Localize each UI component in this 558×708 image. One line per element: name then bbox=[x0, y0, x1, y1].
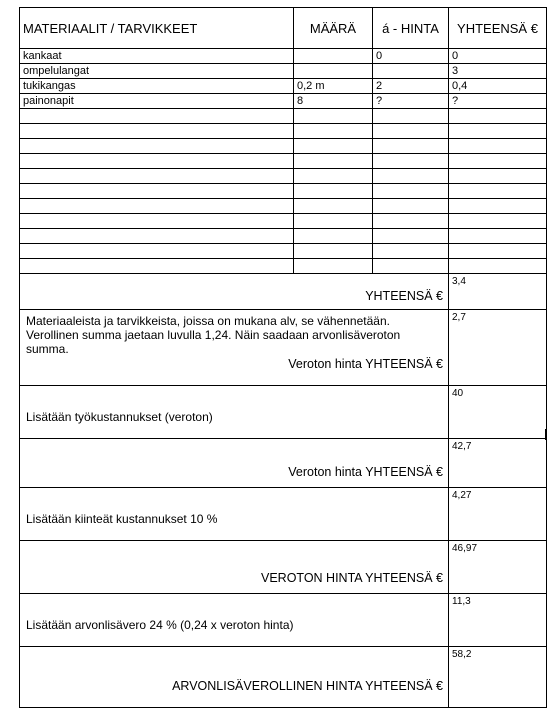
cell-total bbox=[449, 259, 547, 274]
cell-qty bbox=[294, 109, 373, 124]
materials-total-row bbox=[20, 274, 547, 310]
cell-qty bbox=[294, 169, 373, 184]
cell-name: kankaat bbox=[20, 49, 294, 64]
net-price-value-1: 2,7 bbox=[449, 310, 547, 386]
cell-total bbox=[449, 214, 547, 229]
cell-qty bbox=[294, 199, 373, 214]
labor-cost-value: 40 bbox=[449, 386, 547, 439]
cell-total bbox=[449, 154, 547, 169]
cell-price: 0 bbox=[373, 49, 449, 64]
cell-price bbox=[373, 199, 449, 214]
vat-value: 11,3 bbox=[449, 594, 547, 647]
table-row bbox=[20, 259, 547, 274]
header-materials: MATERIAALIT / TARVIKKEET bbox=[20, 8, 294, 49]
table-row bbox=[20, 199, 547, 214]
cell-name bbox=[20, 109, 294, 124]
cell-total: 0 bbox=[449, 49, 547, 64]
cell-total bbox=[449, 229, 547, 244]
vat-label: Lisätään arvonlisävero 24 % (0,24 x veroton hinta) bbox=[20, 594, 449, 647]
cell-price bbox=[373, 169, 449, 184]
cell-total: 3 bbox=[449, 64, 547, 79]
cell-qty bbox=[294, 124, 373, 139]
cell-name: painonapit bbox=[20, 94, 294, 109]
table-row bbox=[20, 244, 547, 259]
cell-qty: 0,2 m bbox=[294, 79, 373, 94]
cell-price bbox=[373, 259, 449, 274]
materials-total-value: 3,4 bbox=[449, 274, 547, 310]
materials-total-label: YHTEENSÄ € bbox=[20, 274, 449, 310]
cell-total bbox=[449, 169, 547, 184]
cell-qty: 8 bbox=[294, 94, 373, 109]
gross-price-row bbox=[20, 647, 547, 708]
cell-qty bbox=[294, 244, 373, 259]
cell-name bbox=[20, 139, 294, 154]
fixed-cost-row bbox=[20, 488, 547, 541]
net-price-row-1 bbox=[20, 310, 547, 386]
cell-price bbox=[373, 154, 449, 169]
edge-mark bbox=[545, 429, 547, 440]
gross-price-label: ARVONLISÄVEROLLINEN HINTA YHTEENSÄ € bbox=[20, 647, 449, 708]
cell-total bbox=[449, 109, 547, 124]
cell-qty bbox=[294, 154, 373, 169]
cell-price: ? bbox=[373, 94, 449, 109]
table-row bbox=[20, 124, 547, 139]
net-price-label-2: Veroton hinta YHTEENSÄ € bbox=[20, 439, 449, 488]
cell-price bbox=[373, 139, 449, 154]
cell-total bbox=[449, 199, 547, 214]
cell-price bbox=[373, 64, 449, 79]
cell-qty bbox=[294, 259, 373, 274]
table-row bbox=[20, 184, 547, 199]
cell-name bbox=[20, 244, 294, 259]
cell-qty bbox=[294, 49, 373, 64]
cell-name: tukikangas bbox=[20, 79, 294, 94]
cell-price: 2 bbox=[373, 79, 449, 94]
net-price-row-3 bbox=[20, 541, 547, 594]
cell-price bbox=[373, 229, 449, 244]
vat-row bbox=[20, 594, 547, 647]
header-row bbox=[20, 8, 547, 49]
cost-calculation-sheet bbox=[19, 7, 546, 708]
cell-total bbox=[449, 139, 547, 154]
cell-qty bbox=[294, 64, 373, 79]
labor-cost-row bbox=[20, 386, 547, 439]
cell-name bbox=[20, 229, 294, 244]
header-unit-price: á - HINTA bbox=[373, 8, 449, 49]
cell-price bbox=[373, 214, 449, 229]
cell-total: 0,4 bbox=[449, 79, 547, 94]
cell-total bbox=[449, 244, 547, 259]
table-row bbox=[20, 229, 547, 244]
cell-price bbox=[373, 124, 449, 139]
fixed-cost-label: Lisätään kiinteät kustannukset 10 % bbox=[20, 488, 449, 541]
cell-name bbox=[20, 169, 294, 184]
cell-price bbox=[373, 244, 449, 259]
net-price-label-3: VEROTON HINTA YHTEENSÄ € bbox=[20, 541, 449, 594]
cell-name bbox=[20, 124, 294, 139]
table-row bbox=[20, 94, 547, 109]
table-row bbox=[20, 64, 547, 79]
table-row bbox=[20, 154, 547, 169]
vat-deduction-note: Materiaaleista ja tarvikkeista, joissa on mukana alv, se vähennetään. Verollinen summa jaetaan luvulla 1,24. Näin saadaan arvonlisäveroton summa. bbox=[26, 314, 401, 356]
net-price-label-1: Veroton hinta YHTEENSÄ € bbox=[288, 357, 443, 371]
header-total: YHTEENSÄ € bbox=[449, 8, 547, 49]
cell-name bbox=[20, 199, 294, 214]
cell-qty bbox=[294, 184, 373, 199]
table-row bbox=[20, 109, 547, 124]
cell-total bbox=[449, 124, 547, 139]
table-row bbox=[20, 169, 547, 184]
cell-name bbox=[20, 214, 294, 229]
labor-cost-label: Lisätään työkustannukset (veroton) bbox=[20, 386, 449, 439]
net-price-value-2: 42,7 bbox=[449, 439, 547, 488]
vat-deduction-cell bbox=[20, 310, 449, 386]
net-price-value-3: 46,97 bbox=[449, 541, 547, 594]
cell-total: ? bbox=[449, 94, 547, 109]
cell-qty bbox=[294, 229, 373, 244]
cell-price bbox=[373, 184, 449, 199]
cell-total bbox=[449, 184, 547, 199]
table-row bbox=[20, 49, 547, 64]
cell-name: ompelulangat bbox=[20, 64, 294, 79]
table-row bbox=[20, 139, 547, 154]
table-row bbox=[20, 79, 547, 94]
table-row bbox=[20, 214, 547, 229]
cell-qty bbox=[294, 214, 373, 229]
cell-name bbox=[20, 154, 294, 169]
cell-qty bbox=[294, 139, 373, 154]
header-quantity: MÄÄRÄ bbox=[294, 8, 373, 49]
cell-name bbox=[20, 259, 294, 274]
fixed-cost-value: 4,27 bbox=[449, 488, 547, 541]
cost-table bbox=[19, 7, 547, 708]
net-price-row-2 bbox=[20, 439, 547, 488]
gross-price-value: 58,2 bbox=[449, 647, 547, 708]
cell-price bbox=[373, 109, 449, 124]
cell-name bbox=[20, 184, 294, 199]
